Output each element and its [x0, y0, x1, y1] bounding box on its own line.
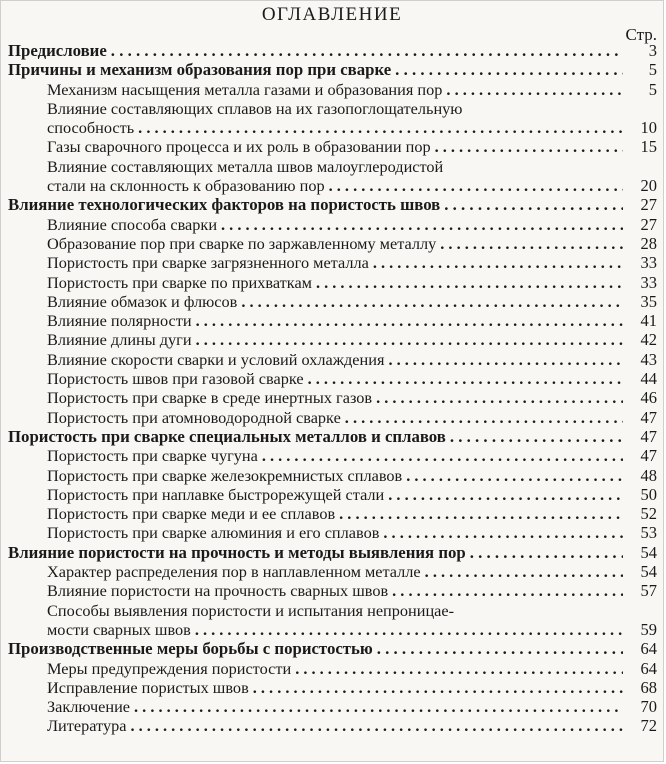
toc-page-number: 50 [640, 484, 657, 504]
toc-page-number: 47 [640, 407, 657, 427]
dot-leader [406, 466, 623, 485]
toc-entry-title: Пористость при атомноводородной сварке [47, 407, 341, 427]
toc-subsection [1, 253, 664, 272]
toc-entry-title: Влияние пористости на прочность сварных швов [47, 581, 389, 601]
toc-section [1, 195, 664, 214]
toc-subsection [1, 350, 664, 369]
toc-entry-title: Пористость при сварке железокремнистых сплавов [47, 465, 403, 485]
dot-leader [295, 659, 623, 678]
toc-entry-title: Исправление пористых швов [47, 677, 249, 697]
toc-entry-title: Влияние технологических факторов на пористость швов [8, 195, 441, 215]
dot-leader [138, 118, 623, 137]
dot-leader [339, 504, 623, 523]
toc-section [1, 41, 664, 60]
toc-entry-title: Меры предупреждения пористости [47, 658, 292, 678]
toc-entry-title: Влияние способа сварки [47, 214, 218, 234]
dot-leader [196, 330, 623, 349]
toc-entry-title: Пористость при сварке чугуна [47, 446, 258, 466]
toc-entry-title: Механизм насыщения металла газами и образования пор [47, 79, 443, 99]
toc-subsection [1, 330, 664, 349]
dot-leader [345, 408, 623, 427]
toc-entry-title: Пористость при сварке по прихваткам [47, 272, 312, 292]
toc-section [1, 60, 664, 79]
toc-entry-title: Заключение [47, 697, 131, 717]
toc-entry-title-line: Влияние составляющих сплавов на их газопоглощательную [47, 98, 463, 118]
toc-section [1, 543, 664, 562]
toc-subsection [1, 581, 664, 600]
toc-entry-title: способность [47, 118, 135, 138]
toc-subsection [1, 504, 664, 523]
toc-entry-title: Влияние полярности [47, 311, 192, 331]
dot-leader [425, 562, 623, 581]
dot-leader [241, 292, 623, 311]
toc-subsection [1, 678, 664, 697]
toc-subsection [1, 659, 664, 678]
dot-leader [392, 581, 623, 600]
toc-subsection [1, 311, 664, 330]
dot-leader [329, 176, 623, 195]
toc-subsection [1, 273, 664, 292]
dot-leader [221, 215, 623, 234]
toc-page-number: 33 [640, 272, 657, 292]
dot-leader [395, 60, 623, 79]
toc-entry-title: стали на склонность к образованию пор [47, 176, 325, 196]
dot-leader [196, 311, 623, 330]
toc-page-number: 54 [640, 562, 657, 582]
toc-page-number: 27 [640, 195, 657, 215]
toc-entry-title: Газы сварочного процесса и их роль в образовании пор [47, 137, 431, 157]
page-title: ОГЛАВЛЕНИЕ [261, 4, 403, 25]
toc-entry-title: Влияние длины дуги [47, 330, 192, 350]
toc-subsection [1, 137, 664, 156]
toc-entry-title: Предисловие [8, 41, 107, 60]
toc-section [1, 639, 664, 658]
toc-page-number: 35 [640, 291, 657, 311]
dot-leader [440, 234, 623, 253]
dot-leader [446, 80, 623, 99]
toc-entry-title: Литература [47, 716, 127, 736]
toc-entry-title: Причины и механизм образования пор при сварке [8, 60, 392, 80]
toc-page-number: 15 [640, 137, 657, 157]
toc-subsection [1, 292, 664, 311]
toc-page-number: 10 [640, 118, 657, 138]
toc-page-number: 68 [640, 677, 657, 697]
dot-leader [450, 427, 623, 446]
dot-leader [377, 639, 623, 658]
toc-section [1, 427, 664, 446]
toc-page-number: 64 [640, 639, 657, 659]
toc-entry-title: мости сварных швов [47, 619, 191, 639]
dot-leader [444, 195, 623, 214]
toc-subsection [1, 369, 664, 388]
toc-entry-title: Влияние обмазок и флюсов [47, 291, 238, 311]
toc-page-number: 57 [640, 581, 657, 601]
toc-subsection [1, 99, 664, 138]
toc-subsection [1, 466, 664, 485]
toc-page-number: 48 [640, 465, 657, 485]
dot-leader [262, 446, 623, 465]
toc-subsection [1, 446, 664, 465]
toc-page-number: 33 [640, 253, 657, 273]
toc-page-number: 27 [640, 214, 657, 234]
toc-entry-title: Пористость при сварке алюминия и его сплавов [47, 523, 380, 543]
toc-entry-title: Пористость при сварке меди и ее сплавов [47, 504, 336, 524]
toc-subsection [1, 157, 664, 196]
toc-page-number: 3 [648, 41, 657, 60]
dot-leader [376, 388, 623, 407]
dot-leader [388, 485, 623, 504]
toc-page-number: 41 [640, 311, 657, 331]
toc-page-number: 5 [648, 79, 657, 99]
toc-page-number: 47 [640, 426, 657, 446]
toc-subsection [1, 485, 664, 504]
toc-page-number: 46 [640, 388, 657, 408]
toc-entry-title: Пористость при сварке специальных металлов и сплавов [8, 426, 446, 446]
toc-subsection [1, 523, 664, 542]
toc-page-number: 42 [640, 330, 657, 350]
toc-page-number: 44 [640, 369, 657, 389]
toc-page-number: 54 [640, 542, 657, 562]
toc-page-number: 70 [640, 697, 657, 717]
toc-entry-title-line: Способы выявления пористости и испытания непроницае- [47, 600, 455, 620]
dot-leader [195, 620, 623, 639]
toc-subsection [1, 601, 664, 640]
toc-subsection [1, 408, 664, 427]
toc-subsection [1, 697, 664, 716]
toc-entry-title: Влияние скорости сварки и условий охлаждения [47, 349, 385, 369]
dot-leader [308, 369, 623, 388]
toc-page-number: 64 [640, 658, 657, 678]
toc-entry-title: Производственные меры борьбы с пористостью [8, 639, 373, 659]
dot-leader [130, 716, 623, 735]
dot-leader [383, 523, 623, 542]
toc-entry-title: Пористость при сварке в среде инертных газов [47, 388, 373, 408]
toc-subsection [1, 388, 664, 407]
toc-page-number: 59 [640, 619, 657, 639]
dot-leader [134, 697, 623, 716]
toc-entry-title: Влияние пористости на прочность и методы выявления пор [8, 542, 466, 562]
dot-leader [111, 41, 623, 60]
toc-subsection [1, 234, 664, 253]
toc-entry-title: Характер распределения пор в наплавленном металле [47, 562, 421, 582]
toc-page-number: 5 [648, 60, 657, 80]
toc-page-number: 43 [640, 349, 657, 369]
toc-page-number: 72 [640, 716, 657, 736]
dot-leader [316, 273, 623, 292]
toc-subsection [1, 562, 664, 581]
toc-subsection [1, 215, 664, 234]
toc-subsection [1, 716, 664, 735]
dot-leader [435, 137, 623, 156]
toc-entry-title: Пористость при сварке загрязненного металла [47, 253, 369, 273]
dot-leader [373, 253, 623, 272]
toc-page-number: 53 [640, 523, 657, 543]
toc-entry-title: Образование пор при сварке по заржавленному металлу [47, 233, 437, 253]
toc-page-number: 20 [640, 176, 657, 196]
dot-leader [253, 678, 623, 697]
toc-page-number: 52 [640, 504, 657, 524]
toc-page-number: 28 [640, 233, 657, 253]
toc-subsection [1, 80, 664, 99]
toc-entry-title: Пористость швов при газовой сварке [47, 369, 304, 389]
dot-leader [388, 350, 623, 369]
page-column-label: Стр. [625, 25, 657, 44]
toc-entry-title: Пористость при наплавке быстрорежущей стали [47, 484, 385, 504]
toc-list [1, 41, 664, 736]
dot-leader [470, 543, 623, 562]
toc-entry-title-line: Влияние составляющих металла швов малоуглеродистой [47, 156, 444, 176]
toc-page-number: 47 [640, 446, 657, 466]
